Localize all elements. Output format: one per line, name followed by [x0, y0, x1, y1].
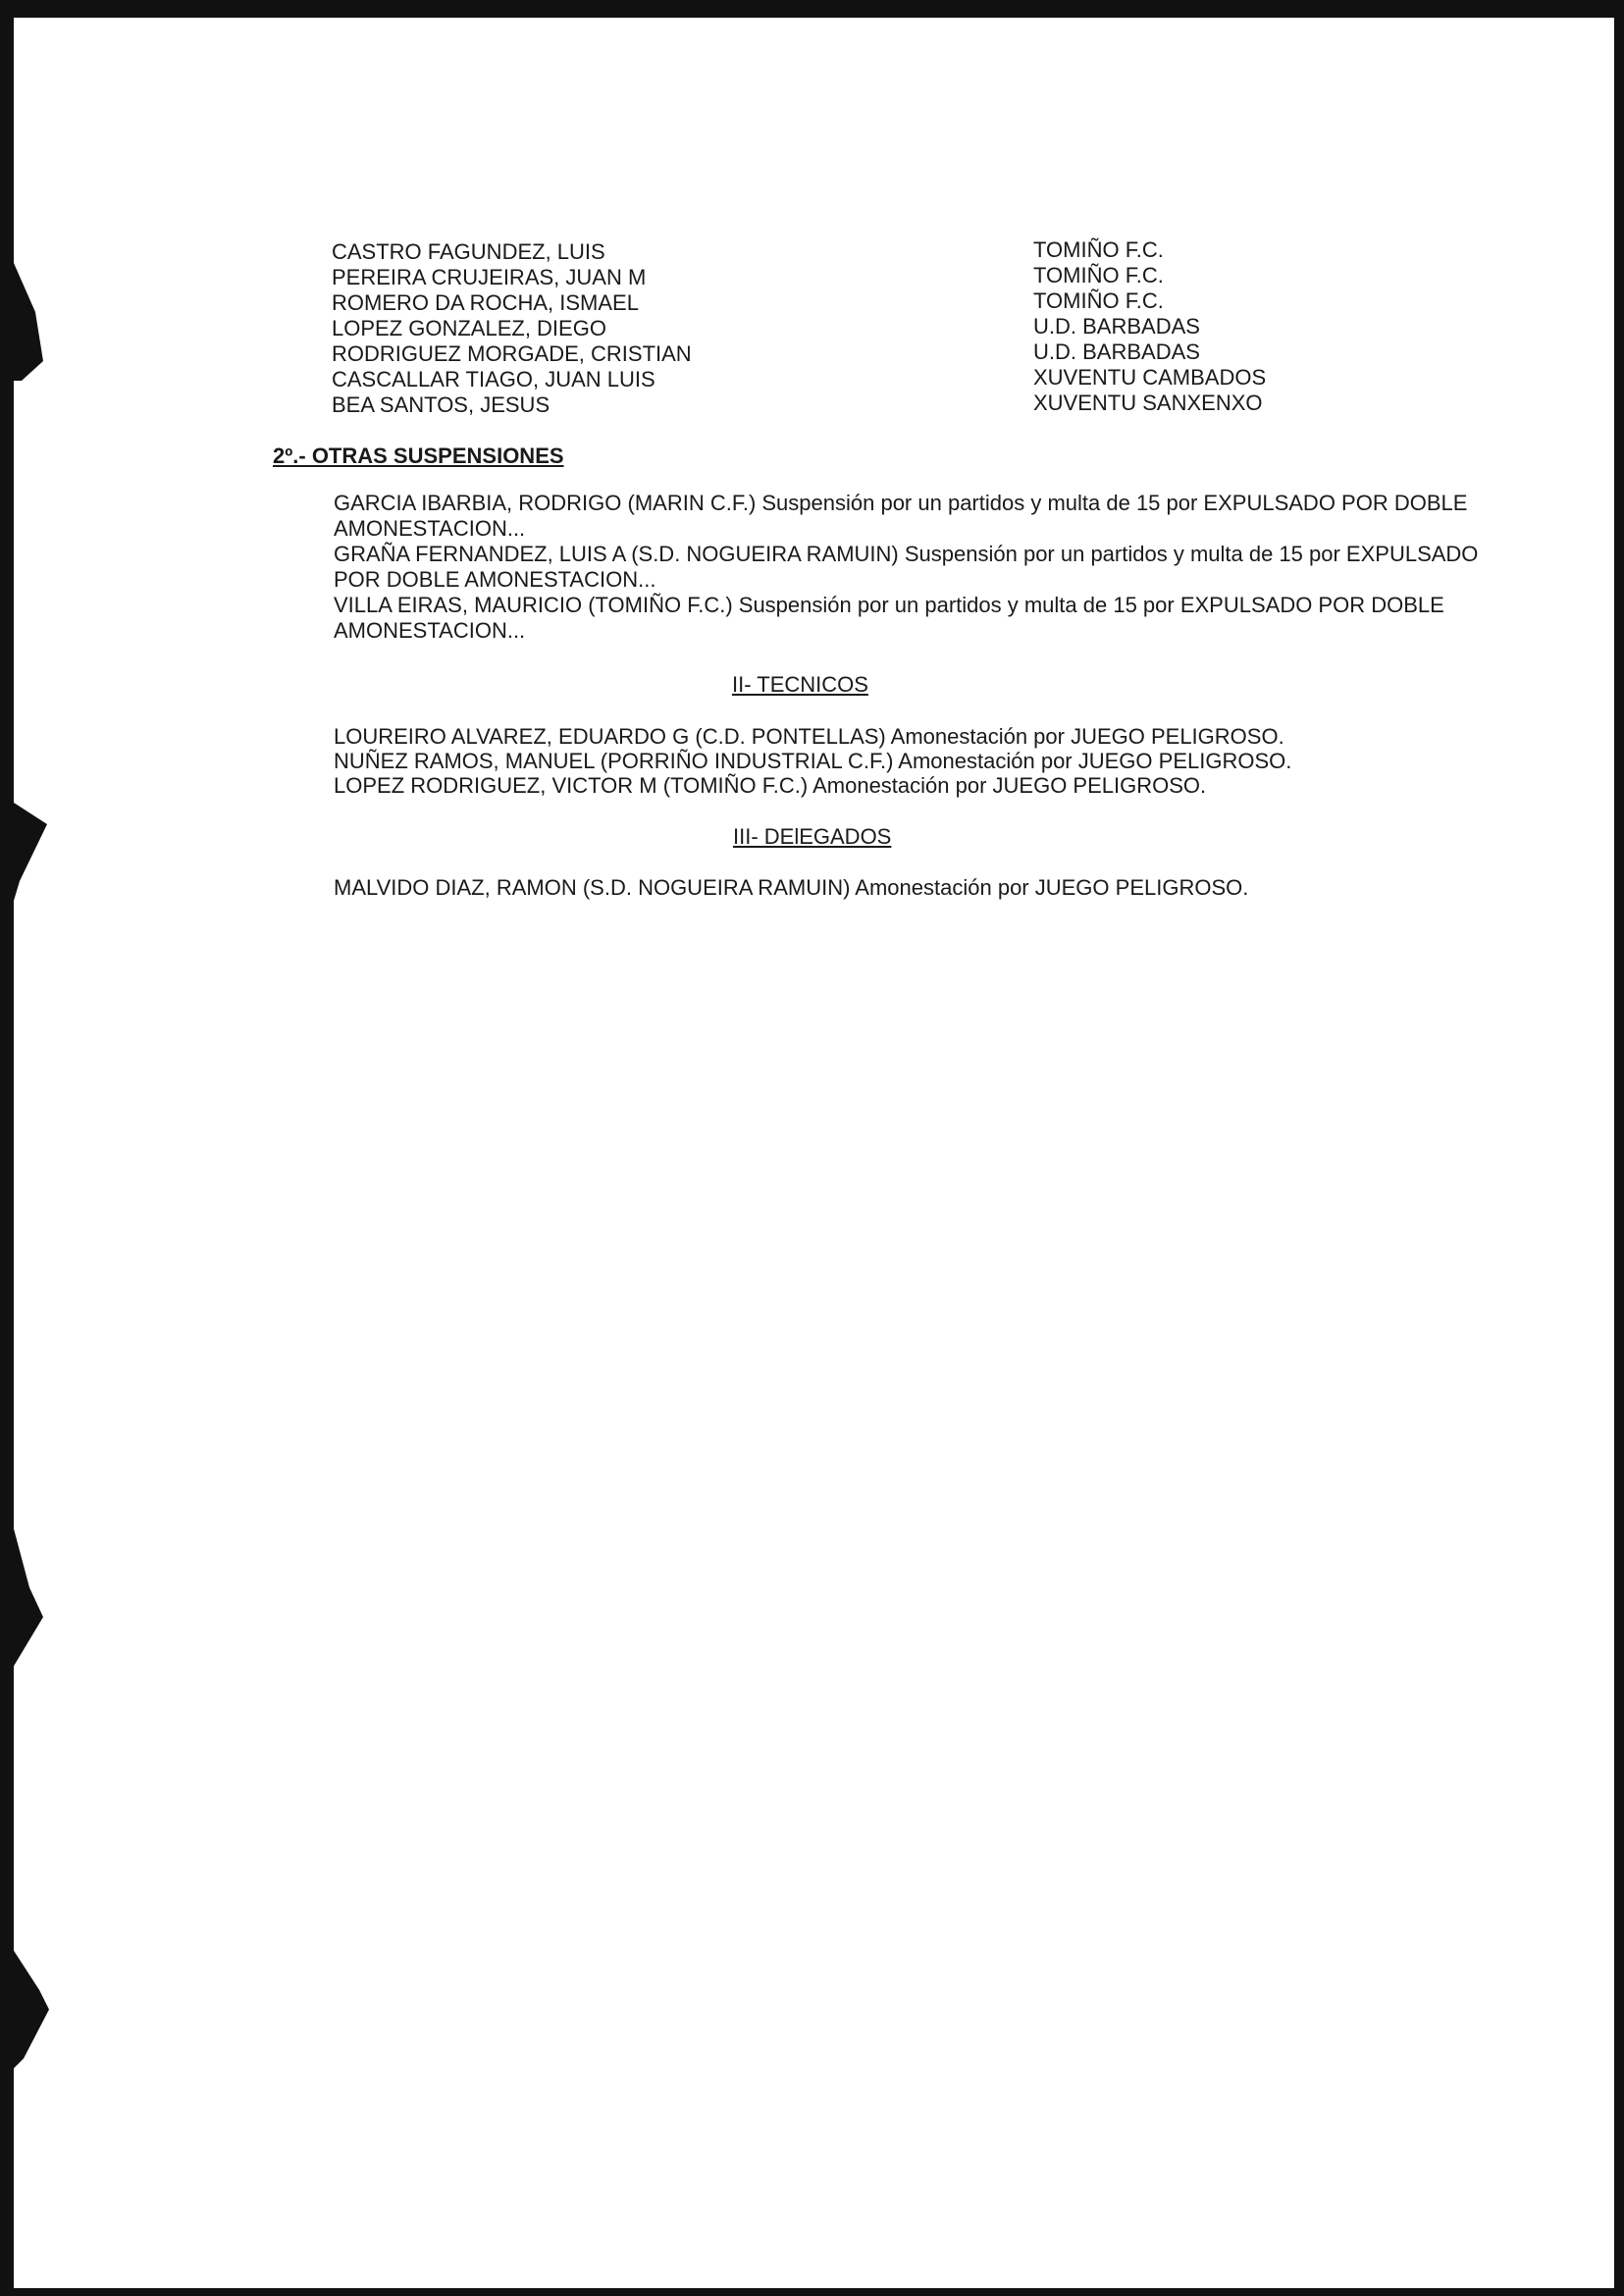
player-team: XUVENTU CAMBADOS [1033, 365, 1267, 390]
player-team: TOMIÑO F.C. [1033, 263, 1164, 287]
suspension-item: GARCIA IBARBIA, RODRIGO (MARIN C.F.) Suspensión por un partidos y multa de 15 por EXPULSADO POR DOBLE AMONESTACION... [334, 491, 1468, 541]
player-team: TOMIÑO F.C. [1033, 237, 1164, 262]
tecnico-item: NUÑEZ RAMOS, MANUEL (PORRIÑO INDUSTRIAL C.F.) Amonestación por JUEGO PELIGROSO. [334, 749, 1292, 773]
torn-edge-marks [0, 18, 59, 2288]
delegado-item: MALVIDO DIAZ, RAMON (S.D. NOGUEIRA RAMUIN) Amonestación por JUEGO PELIGROSO. [334, 875, 1249, 900]
player-team: TOMIÑO F.C. [1033, 288, 1164, 313]
player-name: CASTRO FAGUNDEZ, LUIS [332, 239, 605, 264]
tecnico-item: LOPEZ RODRIGUEZ, VICTOR M (TOMIÑO F.C.) Amonestación por JUEGO PELIGROSO. [334, 773, 1207, 798]
tecnicos-heading: II- TECNICOS [732, 672, 868, 697]
player-team: U.D. BARBADAS [1033, 314, 1200, 339]
player-name: BEA SANTOS, JESUS [332, 392, 550, 417]
player-name: ROMERO DA ROCHA, ISMAEL [332, 290, 639, 315]
otras-suspensiones-heading: 2º.- OTRAS SUSPENSIONES [273, 444, 564, 468]
delegados-heading: III- DElEGADOS [733, 824, 892, 849]
player-team: XUVENTU SANXENXO [1033, 391, 1263, 415]
player-name: CASCALLAR TIAGO, JUAN LUIS [332, 367, 655, 391]
player-name: PEREIRA CRUJEIRAS, JUAN M [332, 265, 647, 289]
suspension-item: VILLA EIRAS, MAURICIO (TOMIÑO F.C.) Suspensión por un partidos y multa de 15 por EXPULSADO POR DOBLE AMONESTACION... [334, 593, 1444, 643]
player-name: LOPEZ GONZALEZ, DIEGO [332, 316, 606, 340]
player-name: RODRIGUEZ MORGADE, CRISTIAN [332, 341, 692, 366]
suspension-item: GRAÑA FERNANDEZ, LUIS A (S.D. NOGUEIRA RAMUIN) Suspensión por un partidos y multa de 15 por EXPULSADO POR DOBLE AMONESTACION... [334, 542, 1479, 592]
document-page [14, 18, 1614, 2288]
player-team: U.D. BARBADAS [1033, 339, 1200, 364]
tecnico-item: LOUREIRO ALVAREZ, EDUARDO G (C.D. PONTELLAS) Amonestación por JUEGO PELIGROSO. [334, 724, 1284, 749]
